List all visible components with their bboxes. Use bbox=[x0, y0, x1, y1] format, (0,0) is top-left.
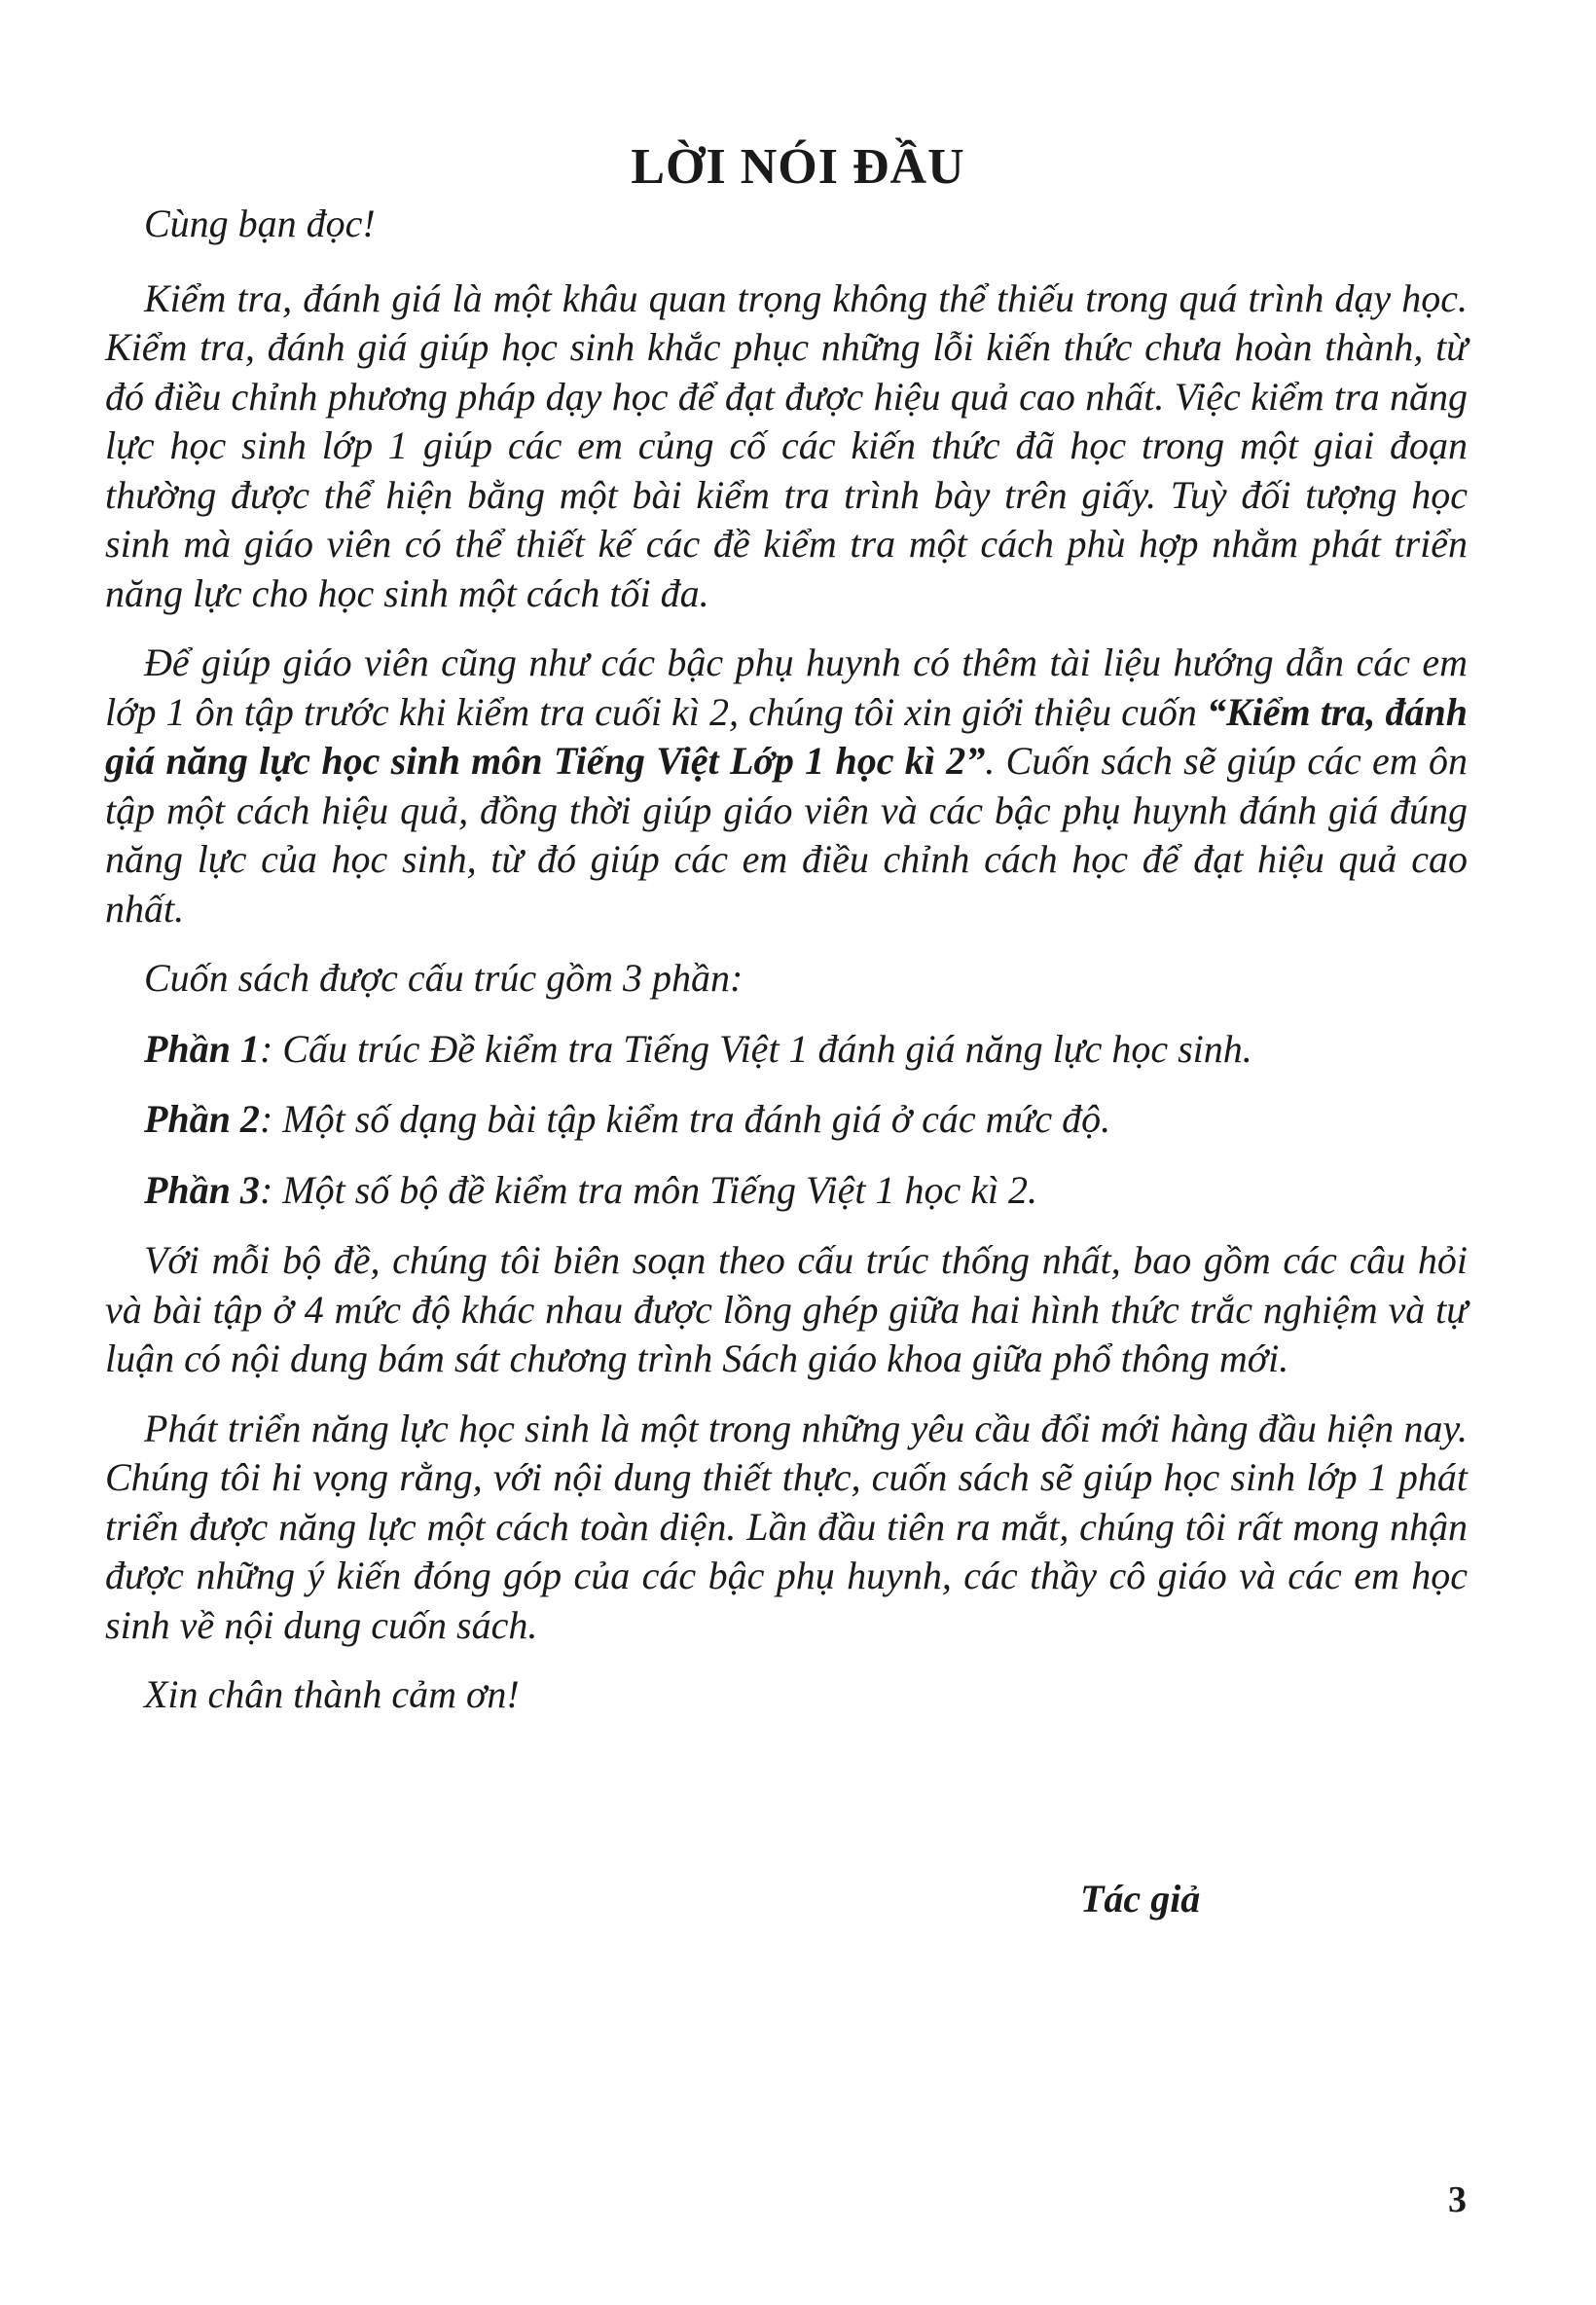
paragraph-2 bbox=[105, 639, 1468, 933]
paragraph-2-tail: . Cuốn sách sẽ giúp các em ôn tập một cách hiệu quả, đồng thời giúp giáo viên và các bậc phụ huynh đánh giá đúng năng lực của học sinh, từ đó giúp các em điều chỉnh cách học để đạt hiệu quả cao nhất. bbox=[105, 739, 1468, 931]
paragraph-1: Kiểm tra, đánh giá là một khâu quan trọng không thể thiếu trong quá trình dạy học. Kiểm tra, đánh giá giúp học sinh khắc phục những lỗi kiến thức chưa hoàn thành, từ đó điều chỉnh phương pháp dạy học để đạt được hiệu quả cao nhất. Việc kiểm tra năng lực học sinh lớp 1 giúp các em củng cố các kiến thức đã học trong một giai đoạn thường được thể hiện bằng một bài kiểm tra trình bày trên giấy. Tuỳ đối tượng học sinh mà giáo viên có thể thiết kế các đề kiểm tra một cách phù hợp nhằm phát triển năng lực cho học sinh một cách tối đa. bbox=[105, 275, 1468, 615]
part-1-text: : Cấu trúc Đề kiểm tra Tiếng Việt 1 đánh giá năng lực học sinh. bbox=[259, 1026, 1252, 1071]
part-3-label: Phần 3 bbox=[144, 1167, 260, 1212]
document-body bbox=[105, 200, 1468, 1740]
greeting: Cùng bạn đọc! bbox=[144, 201, 376, 245]
part-1-label: Phần 1 bbox=[144, 1026, 260, 1071]
part-2-label: Phần 2 bbox=[144, 1097, 260, 1141]
author-signature: Tác giả bbox=[1080, 1877, 1201, 1921]
part-3 bbox=[105, 1166, 1468, 1216]
structure-intro: Cuốn sách được cấu trúc gồm 3 phần: bbox=[144, 956, 744, 1000]
paragraph-2-lead: Để giúp giáo viên cũng như các bậc phụ huynh có thêm tài liệu hướng dẫn các em lớp 1 ôn tập trước khi kiểm tra cuối kì 2, chúng tôi xin giới thiệu cuốn bbox=[105, 640, 1468, 734]
book-title: “Kiểm tra, đánh giá năng lực học sinh môn Tiếng Việt Lớp 1 học kì 2” bbox=[105, 689, 1468, 783]
page-title: LỜI NÓI ĐẦU bbox=[631, 139, 965, 195]
part-3-text: : Một số bộ đề kiểm tra môn Tiếng Việt 1 học kì 2. bbox=[259, 1167, 1038, 1212]
part-2 bbox=[105, 1095, 1468, 1145]
paragraph-4: Phát triển năng lực học sinh là một trong những yêu cầu đổi mới hàng đầu hiện nay. Chúng tôi hi vọng rằng, với nội dung thiết thực, cuốn sách sẽ giúp học sinh lớp 1 phát triển được năng lực một cách toàn diện. Lần đầu tiên ra mắt, chúng tôi rất mong nhận được những ý kiến đóng góp của các bậc phụ huynh, các thầy cô giáo và các em học sinh về nội dung cuốn sách. bbox=[105, 1406, 1468, 1647]
paragraph-3: Với mỗi bộ đề, chúng tôi biên soạn theo cấu trúc thống nhất, bao gồm các câu hỏi và bài tập ở 4 mức độ khác nhau được lồng ghép giữa hai hình thức trắc nghiệm và tự luận có nội dung bám sát chương trình Sách giáo khoa giữa phổ thông mới. bbox=[105, 1238, 1468, 1380]
page-number: 3 bbox=[1448, 2179, 1467, 2220]
part-2-text: : Một số dạng bài tập kiểm tra đánh giá ở các mức độ. bbox=[259, 1097, 1111, 1141]
part-1 bbox=[105, 1025, 1468, 1075]
closing-line: Xin chân thành cảm ơn! bbox=[144, 1672, 520, 1716]
